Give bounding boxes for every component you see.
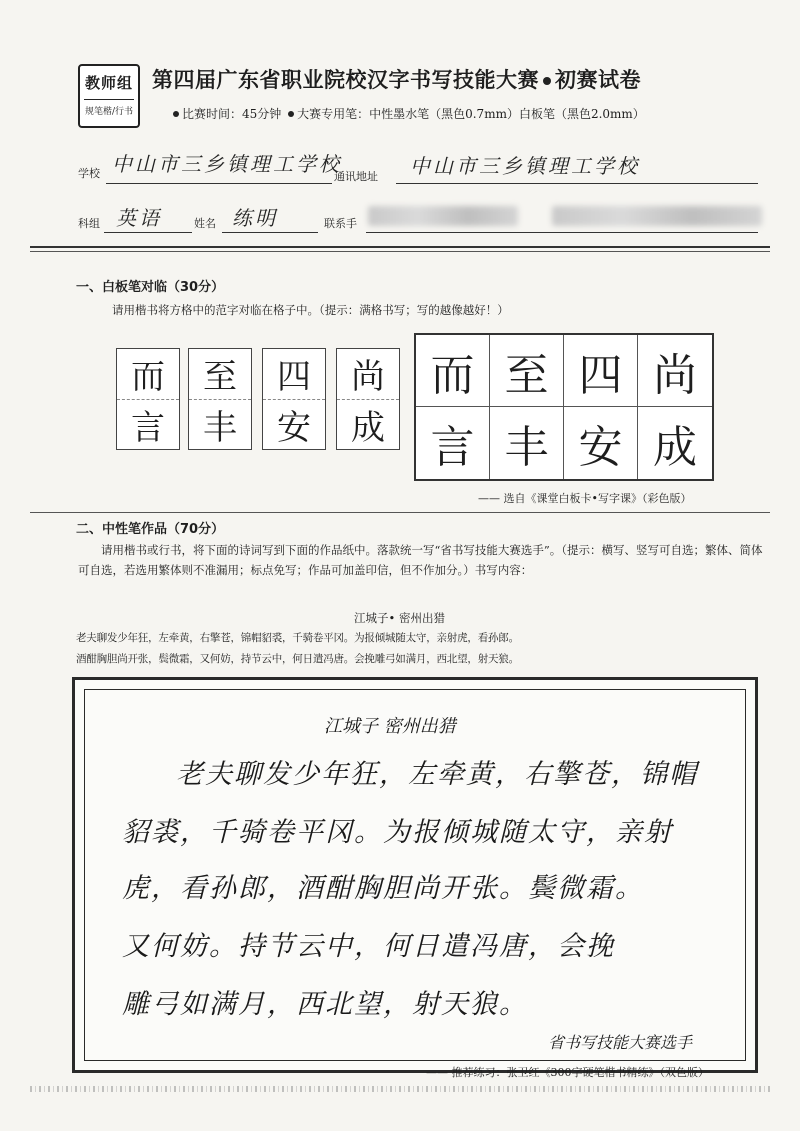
bullet-icon bbox=[173, 111, 179, 117]
address-label: 通讯地址 bbox=[334, 170, 378, 183]
work-line: 虎，看孙郎，酒酣胸胆尚开张。鬓微霜。 bbox=[122, 873, 644, 904]
name-underline bbox=[222, 232, 318, 233]
bullet-icon bbox=[288, 111, 294, 117]
phone-label: 联系手 bbox=[324, 217, 357, 230]
badge-title: 教师组 bbox=[84, 74, 133, 92]
poem-line-1: 老夫聊发少年狂，左牵黄，右擎苍，锦帽貂裘，千骑卷平冈。为报倾城随太守，亲射虎，看孙郎。 bbox=[76, 632, 519, 644]
practice-cell[interactable]: 丰 bbox=[490, 407, 564, 479]
section1-instruction: 请用楷书将方格中的范字对临在格子中。（提示：满格书写；写的越像越好！） bbox=[112, 303, 509, 317]
school-value[interactable]: 中山市三乡镇理工学校 bbox=[112, 152, 342, 176]
group-label: 科组 bbox=[78, 217, 100, 230]
practice-cell[interactable]: 言 bbox=[416, 407, 490, 479]
exam-title bbox=[152, 64, 641, 94]
teacher-group-badge bbox=[78, 64, 140, 128]
model-char: 四 bbox=[277, 357, 311, 398]
exam-title-suffix: 初赛试卷 bbox=[555, 68, 641, 92]
school-underline bbox=[106, 183, 332, 184]
model-box-1 bbox=[116, 348, 180, 450]
section2-instruction: 请用楷书或行书，将下面的诗词写到下面的作品纸中。落款统一写“省书写技能大赛选手”。（提示：横写、竖写可自选；繁体、简体可自选，若选用繁体则不准漏用；标点免写；作品可加盖印信，但不作加分。）书写内容： bbox=[78, 543, 763, 577]
model-char: 安 bbox=[263, 399, 325, 450]
poem-title: 江城子• 密州出猎 bbox=[354, 611, 445, 625]
work-line: 老夫聊发少年狂，左牵黄，右擎苍，锦帽 bbox=[176, 759, 698, 790]
work-line: 又何妨。持节云中，何日遣冯唐，会挽 bbox=[122, 931, 615, 962]
exam-info-line bbox=[170, 105, 645, 122]
work-title: 江城子 密州出猎 bbox=[324, 716, 456, 737]
section1-source: —— 选自《课堂白板卡•写字课》（彩色版） bbox=[478, 492, 692, 505]
practice-grid[interactable] bbox=[414, 333, 714, 481]
header-separator bbox=[30, 246, 770, 248]
name-value[interactable]: 练明 bbox=[232, 206, 278, 230]
badge-subtitle: 规笔楷/行书 bbox=[84, 107, 134, 117]
recommend-practice: —— 推荐练习：张卫红《300字硬笔楷书精练》（双色版） bbox=[426, 1066, 709, 1079]
model-box-4 bbox=[336, 348, 400, 450]
model-char: 而 bbox=[131, 357, 165, 398]
model-char: 至 bbox=[203, 357, 237, 398]
email-redacted bbox=[552, 206, 762, 226]
badge-divider bbox=[84, 99, 134, 100]
section2-heading: 二、中性笔作品（70分） bbox=[76, 522, 225, 537]
school-label: 学校 bbox=[78, 167, 100, 180]
model-box-3 bbox=[262, 348, 326, 450]
model-char: 丰 bbox=[189, 399, 251, 450]
scan-noise-strip bbox=[30, 1086, 770, 1092]
practice-cell[interactable]: 安 bbox=[564, 407, 638, 479]
name-label: 姓名 bbox=[194, 217, 216, 230]
address-underline bbox=[396, 183, 758, 184]
practice-cell[interactable]: 成 bbox=[653, 422, 697, 473]
work-line: 貂裘，千骑卷平冈。为报倾城随太守，亲射 bbox=[122, 817, 673, 848]
exam-title-main: 第四届广东省职业院校汉字书写技能大赛 bbox=[152, 68, 539, 92]
section-separator bbox=[30, 512, 770, 513]
exam-pen: 大赛专用笔：中性墨水笔（黑色0.7mm）白板笔（黑色2.0mm） bbox=[297, 107, 645, 121]
model-box-2 bbox=[188, 348, 252, 450]
practice-cell[interactable]: 而 bbox=[416, 335, 490, 407]
model-char: 言 bbox=[117, 399, 179, 450]
model-char: 尚 bbox=[351, 357, 385, 398]
model-char: 成 bbox=[337, 399, 399, 450]
header-separator-thin bbox=[30, 251, 770, 252]
phone-redacted bbox=[368, 206, 518, 226]
group-underline bbox=[104, 232, 192, 233]
bullet-icon bbox=[543, 77, 551, 85]
address-value[interactable]: 中山市三乡镇理工学校 bbox=[410, 154, 640, 178]
section1-heading: 一、白板笔对临（30分） bbox=[76, 280, 225, 295]
work-signature: 省书写技能大赛选手 bbox=[548, 1033, 693, 1052]
practice-cell[interactable]: 四 bbox=[564, 335, 638, 407]
poem-line-2: 酒酣胸胆尚开张，鬓微霜，又何妨，持节云中，何日遣冯唐。会挽雕弓如满月，西北望，射天狼。 bbox=[76, 653, 519, 665]
practice-cell[interactable]: 至 bbox=[490, 335, 564, 407]
phone-underline bbox=[366, 232, 758, 233]
exam-time: 比赛时间：45分钟 bbox=[182, 107, 282, 121]
work-line: 雕弓如满月，西北望，射天狼。 bbox=[122, 989, 528, 1020]
group-value[interactable]: 英语 bbox=[116, 206, 162, 230]
practice-cell[interactable]: 尚 bbox=[638, 335, 712, 407]
